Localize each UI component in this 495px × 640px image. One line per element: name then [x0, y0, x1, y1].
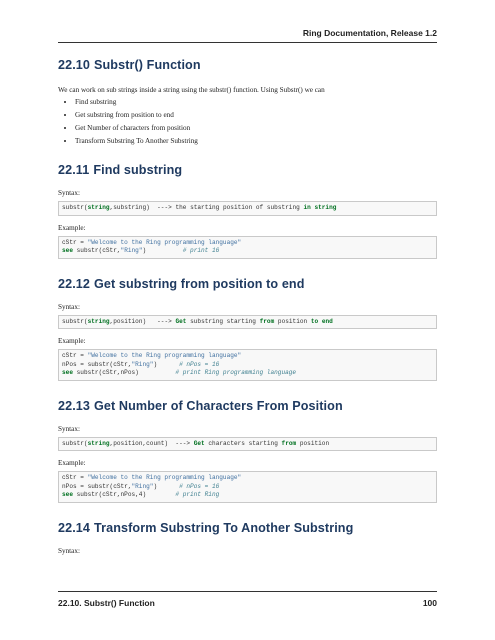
- list-item: • Get substring from position to end: [75, 109, 437, 122]
- running-footer: [58, 591, 437, 608]
- section-substring-to-end: [58, 277, 437, 381]
- syntax-code-block: substr(string,substring) ---> the starting position of substring in string: [58, 201, 437, 216]
- section-substr-function: [58, 58, 437, 148]
- syntax-code-block: substr(string,position) ---> Get substring starting from position to end: [58, 315, 437, 330]
- section-heading: 22.12 Get substring from position to end: [58, 276, 305, 291]
- section-characters-from-position: [58, 399, 437, 503]
- syntax-label: Syntax:: [58, 189, 80, 197]
- list-item: • Find substring: [75, 96, 437, 109]
- list-item: • Transform Substring To Another Substring: [75, 135, 437, 148]
- footer-section-title: 22.10. Substr() Function: [58, 598, 155, 608]
- section-heading: 22.13 Get Number of Characters From Position: [58, 398, 343, 413]
- page-content: [58, 56, 437, 556]
- section-heading: 22.14 Transform Substring To Another Substring: [58, 520, 354, 535]
- section-heading: 22.11 Find substring: [58, 163, 183, 177]
- bullet-list: [58, 96, 437, 148]
- section-heading: 22.10 Substr() Function: [58, 58, 201, 72]
- example-code-block: cStr = "Welcome to the Ring programming language" nPos = substr(cStr,"Ring") # nPos = 16 see substr(cStr,nPos) # print Ring programming language: [58, 349, 437, 381]
- syntax-label: Syntax:: [58, 424, 80, 433]
- example-label: Example:: [58, 223, 86, 232]
- section-find-substring: [58, 163, 437, 259]
- example-code-block: cStr = "Welcome to the Ring programming language" see substr(cStr,"Ring") # print 16: [58, 236, 437, 259]
- page-number: 100: [422, 598, 437, 608]
- example-label: Example:: [58, 459, 86, 467]
- section-transform-substring: [58, 521, 437, 556]
- running-header: Ring Documentation, Release 1.2: [302, 28, 437, 38]
- header-divider: [58, 42, 437, 43]
- section-intro: We can work on sub strings inside a string using the substr() function. Using Substr() we can: [58, 86, 325, 94]
- syntax-label: Syntax:: [58, 302, 80, 311]
- example-code-block: cStr = "Welcome to the Ring programming language" nPos = substr(cStr,"Ring") # nPos = 16 see substr(cStr,nPos,4) # print Ring: [58, 471, 437, 503]
- syntax-label: Syntax:: [58, 546, 80, 555]
- syntax-code-block: substr(string,position,count) ---> Get characters starting from position: [58, 437, 437, 452]
- example-label: Example:: [58, 337, 86, 345]
- list-item: • Get Number of characters from position: [75, 122, 437, 135]
